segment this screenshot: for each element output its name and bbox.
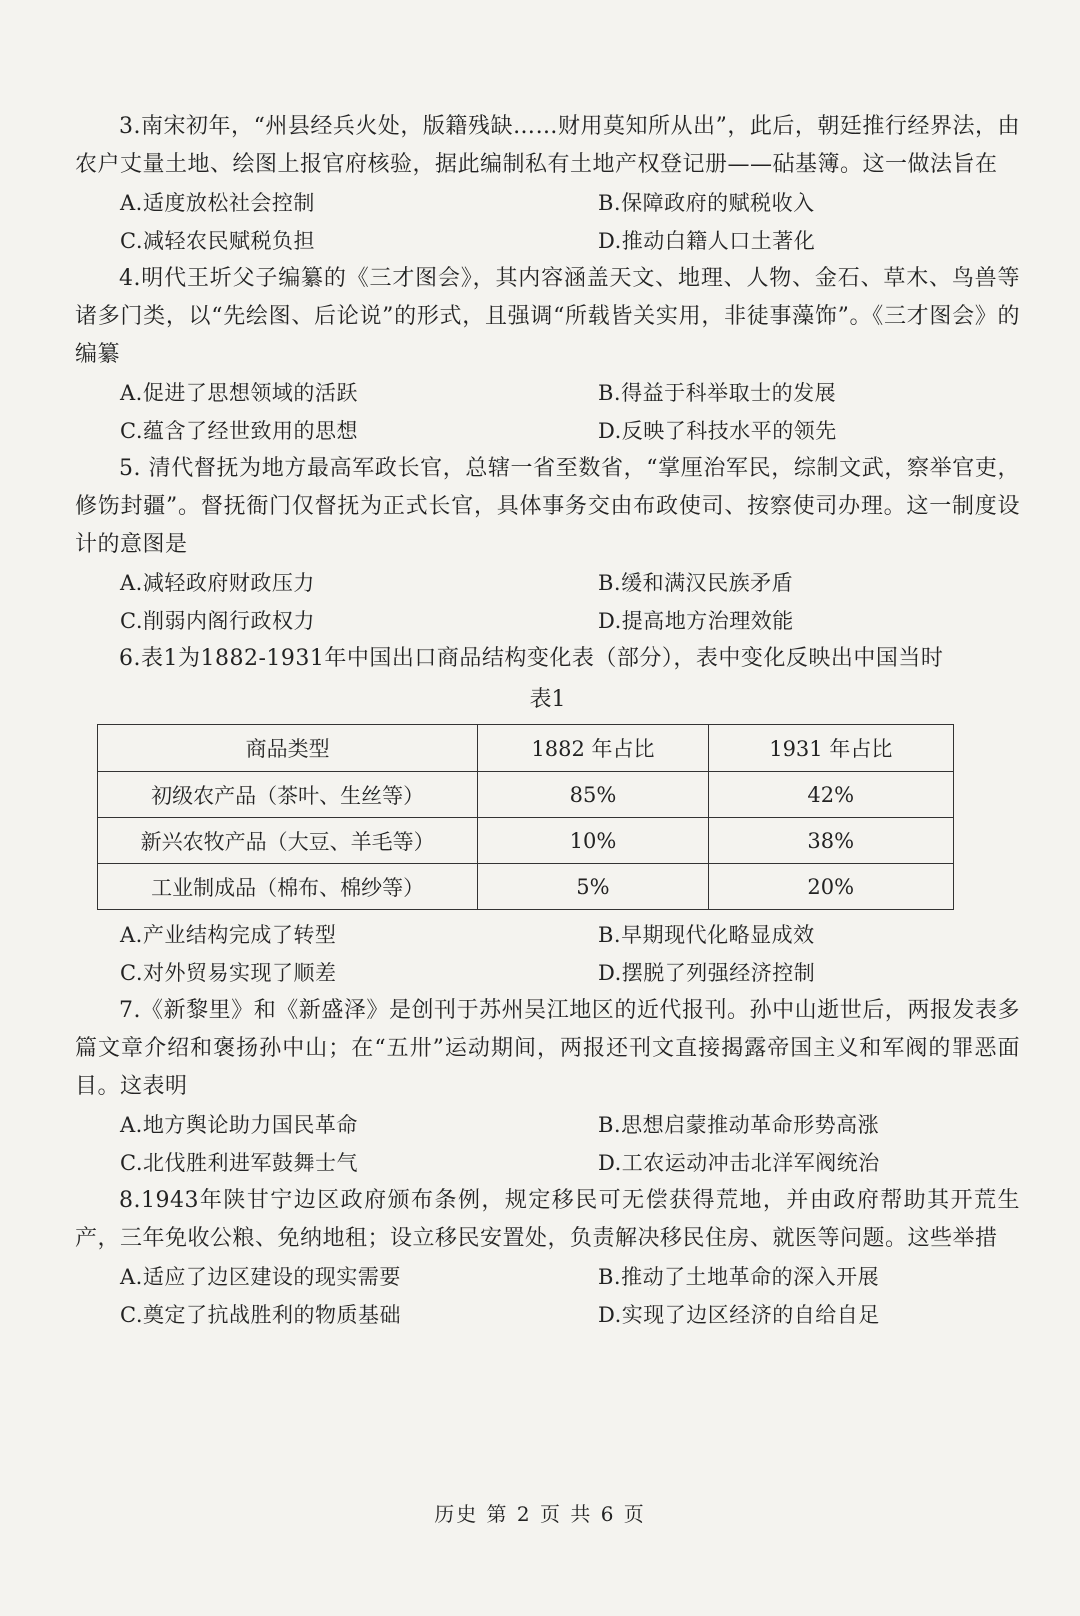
question-stem: 8.1943年陕甘宁边区政府颁布条例，规定移民可无偿获得荒地，并由政府帮助其开荒生产，三年免收公粮、免纳地租；设立移民安置处，负责解决移民住房、就医等问题。这些举措 (75, 1188, 1020, 1251)
question-6 (75, 640, 1020, 992)
table-row (98, 864, 954, 910)
option-a: A.减轻政府财政压力 (120, 571, 315, 595)
option-b: B.得益于科举取士的发展 (598, 381, 837, 405)
option-d: D.推动白籍人口土著化 (598, 229, 816, 253)
option-c: C.奠定了抗战胜利的物质基础 (120, 1303, 401, 1327)
option-a: A.适应了边区建设的现实需要 (120, 1265, 401, 1289)
table-cell: 38% (708, 818, 953, 864)
page-footer: 历史 第 2 页 共 6 页 (434, 1502, 646, 1526)
option-a: A.适度放松社会控制 (120, 191, 315, 215)
option-d: D.反映了科技水平的领先 (598, 419, 837, 443)
table-cell: 20% (708, 864, 953, 910)
option-c: C.北伐胜利进军鼓舞士气 (120, 1151, 358, 1175)
option-d: D.实现了边区经济的自给自足 (598, 1303, 880, 1327)
options (120, 1106, 1020, 1182)
options (120, 1258, 1020, 1334)
option-b: B.早期现代化略显成效 (598, 923, 815, 947)
question-8 (75, 1182, 1020, 1334)
option-a: A.产业结构完成了转型 (120, 923, 337, 947)
table-cell: 新兴农牧产品（大豆、羊毛等） (98, 818, 478, 864)
header-cell: 1882 年占比 (478, 725, 708, 772)
question-stem: 4.明代王圻父子编纂的《三才图会》，其内容涵盖天文、地理、人物、金石、草木、鸟兽等诸多门类，以“先绘图、后论说”的形式，且强调“所载皆关实用，非徒事藻饰”。《三才图会》的编纂 (75, 266, 1020, 367)
option-b: B.保障政府的赋税收入 (598, 191, 815, 215)
table-row (98, 772, 954, 818)
options (120, 564, 1020, 640)
option-b: B.缓和满汉民族矛盾 (598, 571, 794, 595)
table-cell: 42% (708, 772, 953, 818)
option-a: A.促进了思想领域的活跃 (120, 381, 358, 405)
question-stem: 5. 清代督抚为地方最高军政长官，总辖一省至数省，“掌厘治军民，综制文武，察举官吏，修饬封疆”。督抚衙门仅督抚为正式长官，具体事务交由布政使司、按察使司办理。这一制度设计的意图是 (75, 456, 1020, 557)
option-a: A.地方舆论助力国民革命 (120, 1113, 358, 1137)
table-cell: 5% (478, 864, 708, 910)
question-stem: 3.南宋初年，“州县经兵火处，版籍残缺……财用莫知所从出”，此后，朝廷推行经界法，由农户丈量土地、绘图上报官府核验，据此编制私有土地产权登记册——砧基簿。这一做法旨在 (75, 114, 1020, 177)
question-3 (75, 108, 1020, 260)
option-c: C.对外贸易实现了顺差 (120, 961, 337, 985)
option-b: B.思想启蒙推动革命形势高涨 (598, 1113, 880, 1137)
option-c: C.减轻农民赋税负担 (120, 229, 315, 253)
options (120, 916, 1020, 992)
question-5 (75, 450, 1020, 640)
option-d: D.摆脱了列强经济控制 (598, 961, 816, 985)
question-7 (75, 992, 1020, 1182)
table-row (98, 818, 954, 864)
table-cell: 初级农产品（茶叶、生丝等） (98, 772, 478, 818)
options (120, 184, 1020, 260)
table-header-row (98, 725, 954, 772)
options (120, 374, 1020, 450)
option-b: B.推动了土地革命的深入开展 (598, 1265, 880, 1289)
question-4 (75, 260, 1020, 450)
question-stem: 6.表1为1882-1931年中国出口商品结构变化表（部分），表中变化反映出中国当时 (119, 646, 944, 671)
table-caption: 表1 (529, 687, 566, 712)
header-cell: 商品类型 (98, 725, 478, 772)
option-c: C.削弱内阁行政权力 (120, 609, 315, 633)
question-stem: 7.《新黎里》和《新盛泽》是创刊于苏州吴江地区的近代报刊。孙中山逝世后，两报发表多篇文章介绍和褒扬孙中山；在“五卅”运动期间，两报还刊文直接揭露帝国主义和军阀的罪恶面目。这表明 (75, 998, 1020, 1099)
table-cell: 10% (478, 818, 708, 864)
header-cell: 1931 年占比 (708, 725, 953, 772)
export-structure-table (97, 724, 954, 910)
table-cell: 工业制成品（棉布、棉纱等） (98, 864, 478, 910)
option-c: C.蕴含了经世致用的思想 (120, 419, 358, 443)
option-d: D.提高地方治理效能 (598, 609, 794, 633)
table-cell: 85% (478, 772, 708, 818)
option-d: D.工农运动冲击北洋军阀统治 (598, 1151, 880, 1175)
